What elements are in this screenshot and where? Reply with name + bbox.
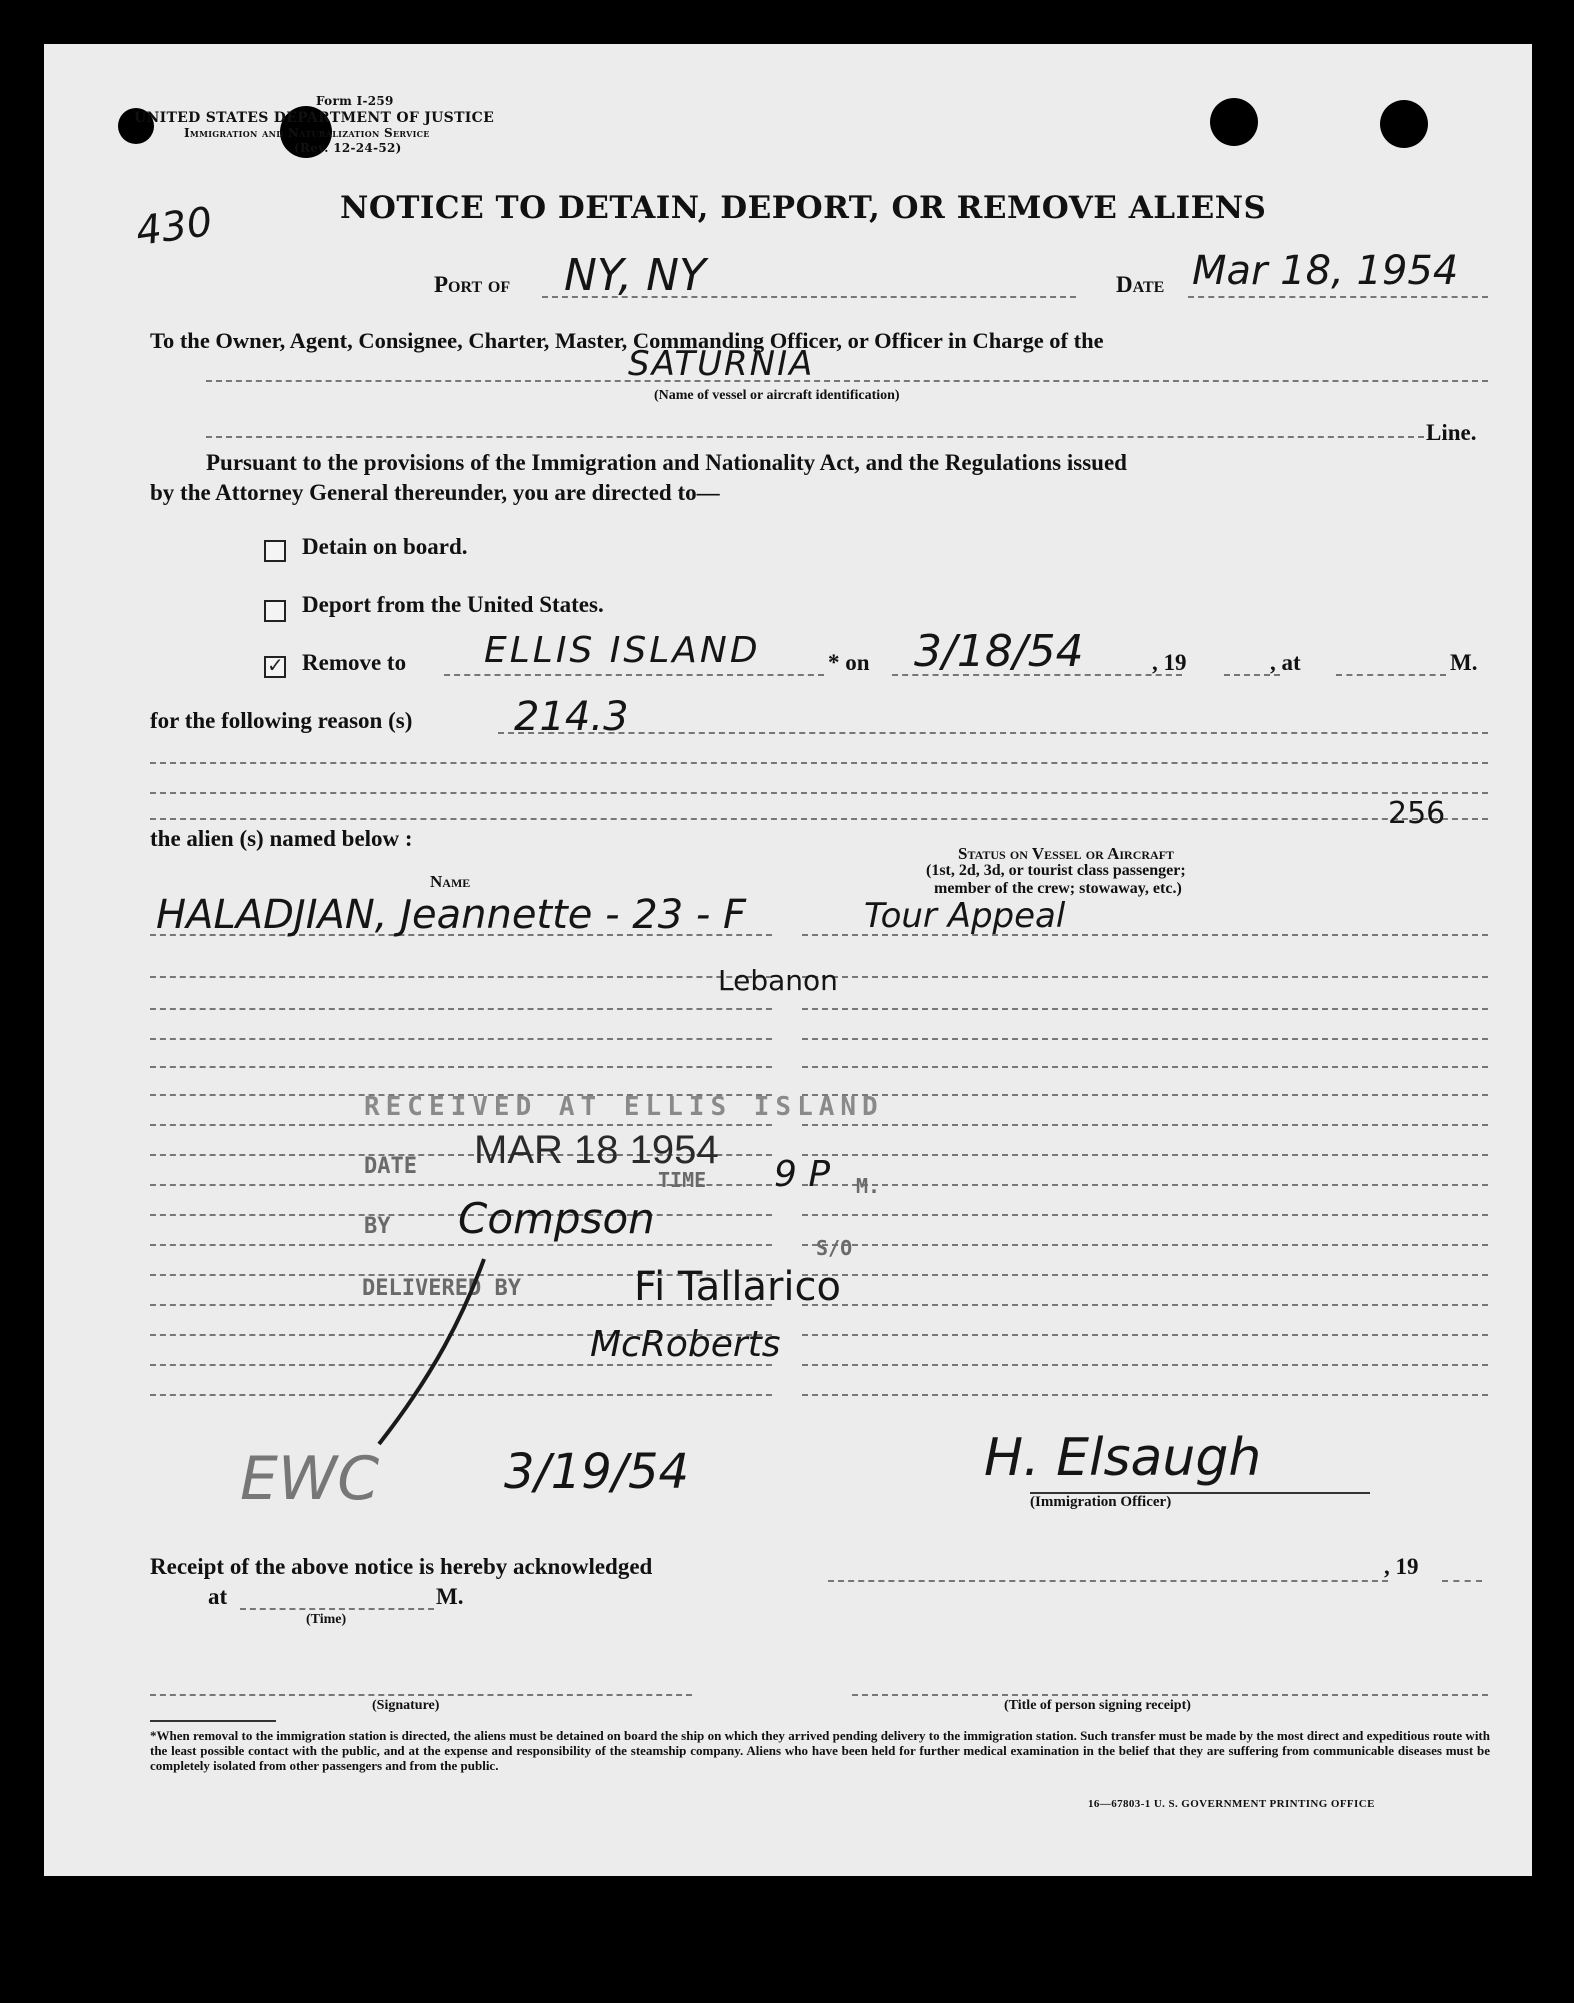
alien-row-line-left (150, 1008, 772, 1010)
detain-label: Detain on board. (302, 534, 468, 559)
receipt-line: Receipt of the above notice is hereby acknowledged (150, 1554, 653, 1579)
alien-row-line-left (150, 1066, 772, 1068)
status-header-line-3: member of the crew; stowaway, etc.) (934, 880, 1182, 897)
receipt-time-line (240, 1608, 434, 1610)
line-label: Line. (1426, 420, 1477, 445)
reason-line-3 (150, 792, 1488, 794)
deport-checkbox[interactable] (264, 600, 286, 622)
receipt-time-caption: (Time) (306, 1612, 347, 1627)
addressee-text: To the Owner, Agent, Consignee, Charter, Master, Commanding Officer, or Officer in Charge of the (150, 328, 1104, 353)
port-value: NY, NY (564, 250, 706, 301)
vessel-value: SATURNIA (628, 344, 815, 384)
punch-hole-right-2 (1380, 100, 1428, 148)
stamp-date-value: MAR 18 1954 (474, 1128, 719, 1172)
alien-name: HALADJIAN, Jeannette - 23 - F (156, 892, 747, 938)
year-prefix: , 19 (1152, 650, 1187, 675)
alien-status: Tour Appeal (864, 896, 1066, 936)
alien-row-line-left (150, 1244, 772, 1246)
on-label: * on (828, 650, 870, 675)
receipt-title-caption: (Title of person signing receipt) (1004, 1698, 1191, 1713)
stamp-by-label: BY (364, 1214, 391, 1239)
stamp-date-label: DATE (364, 1154, 417, 1179)
alien-row-line-right (802, 1244, 1488, 1246)
form-sheet (44, 44, 1532, 1876)
detain-checkbox[interactable] (264, 540, 286, 562)
stamp-delivered-value-1: Fi Tallarico (634, 1264, 842, 1310)
pen-stroke (374, 1254, 494, 1454)
page-title: NOTICE TO DETAIN, DEPORT, OR REMOVE ALIENS (340, 190, 1267, 226)
alien-row-line-right (802, 1364, 1488, 1366)
form-revision: (Rev. 12-24-52) (294, 141, 402, 155)
receipt-year-line (1442, 1580, 1482, 1582)
deport-label: Deport from the United States. (302, 592, 604, 617)
reason-line-4 (150, 818, 1488, 820)
at-label: , at (1270, 650, 1301, 675)
officer-signature: H. Elsaugh (984, 1428, 1262, 1488)
footnote-rule (150, 1720, 276, 1722)
receipt-m-label: M. (436, 1584, 464, 1609)
printer-line: 16—67803-1 U. S. GOVERNMENT PRINTING OFFICE (1088, 1798, 1375, 1810)
alien-row-line-left (150, 976, 772, 978)
receipt-title-line (852, 1694, 1488, 1696)
remove-label: Remove to (302, 650, 407, 675)
on-date-value: 3/18/54 (914, 626, 1084, 677)
instruction-line-2: by the Attorney General thereunder, you are directed to— (150, 480, 720, 505)
alien-row-line-right (802, 1304, 1488, 1306)
reason-value: 214.3 (514, 694, 629, 740)
destination-line (444, 674, 824, 676)
stamp-time-label: TIME (658, 1168, 707, 1192)
alien-row-line-right (802, 976, 1488, 978)
date-line (1188, 296, 1488, 298)
form-number: Form I-259 (316, 94, 394, 108)
line-field (206, 436, 1424, 438)
stamp-delivered-label: DELIVERED BY (362, 1276, 521, 1301)
stamp-by-signature: Compson (458, 1194, 655, 1243)
footnote: *When removal to the immigration station is directed, the aliens must be detained on board the ship on which they arrived pending delivery to the immigration station. Such transfer must be made by the most direct and expeditious route with the least possible contact with the public, and at the expense and responsibility of the steamship company. Aliens who have been held for further medical examination in the belief that they are suffering from communicable diseases must be completely isolated from other passengers and from the public. (150, 1728, 1490, 1773)
alien-row-line-right (802, 1124, 1488, 1126)
alien-row-line-right (802, 1394, 1488, 1396)
alien-row-line-right (802, 1214, 1488, 1216)
aliens-label: the alien (s) named below : (150, 826, 413, 851)
port-label: Port of (434, 272, 511, 297)
stamp-heading: RECEIVED AT ELLIS ISLAND (364, 1092, 884, 1122)
stamp-delivered-value-2: McRoberts (590, 1324, 781, 1365)
alien-row-line-right (802, 1184, 1488, 1186)
reason-line-2 (150, 762, 1488, 764)
instruction-line-1: Pursuant to the provisions of the Immigration and Nationality Act, and the Regulations issued (206, 450, 1127, 475)
stamp-so-label: S/O (816, 1236, 853, 1260)
alien-row-line-right (802, 1154, 1488, 1156)
receipt-at-label: at (208, 1584, 228, 1609)
alien-note: Lebanon (718, 964, 838, 997)
alien-row-line-right (802, 1094, 1488, 1096)
alien-row-line-right (802, 1008, 1488, 1010)
alien-row-line-right (802, 1066, 1488, 1068)
alien-row-line-right (802, 1274, 1488, 1276)
service-name: Immigration and Naturalization Service (184, 126, 430, 140)
date-value: Mar 18, 1954 (1192, 248, 1459, 294)
receipt-signature-line (150, 1694, 692, 1696)
punch-hole-right-1 (1210, 98, 1258, 146)
alien-row-line-left (150, 1038, 772, 1040)
status-header-line-2: (1st, 2d, 3d, or tourist class passenger; (926, 862, 1186, 879)
file-number: 430 (133, 198, 216, 256)
officer-caption: (Immigration Officer) (1030, 1494, 1172, 1510)
reason-label: for the following reason (s) (150, 708, 413, 733)
alien-row-line-right (802, 1038, 1488, 1040)
bottom-initials: EWC (240, 1444, 380, 1514)
bottom-date: 3/19/54 (504, 1444, 690, 1500)
receipt-signature-caption: (Signature) (372, 1698, 440, 1713)
receipt-date-line (828, 1580, 1388, 1582)
department-name: UNITED STATES DEPARTMENT OF JUSTICE (134, 110, 495, 126)
vessel-caption: (Name of vessel or aircraft identification) (654, 388, 900, 403)
alien-row-line-right (802, 1334, 1488, 1336)
reason-line-1 (498, 732, 1488, 734)
name-header: Name (430, 872, 471, 891)
remove-checkbox[interactable] (264, 656, 286, 678)
status-header: Status on Vessel or Aircraft (958, 844, 1175, 863)
stamp-time-value: 9 P (774, 1154, 831, 1195)
alien-row-line-left (150, 1124, 772, 1126)
m-label: M. (1450, 650, 1478, 675)
destination-value: ELLIS ISLAND (484, 630, 761, 671)
vessel-line (206, 380, 1488, 382)
date-label: Date (1116, 272, 1165, 297)
margin-number: 256 (1388, 796, 1446, 831)
receipt-year-prefix: , 19 (1384, 1554, 1419, 1579)
stamp-time-suffix: M. (856, 1174, 881, 1198)
time-line (1336, 674, 1446, 676)
